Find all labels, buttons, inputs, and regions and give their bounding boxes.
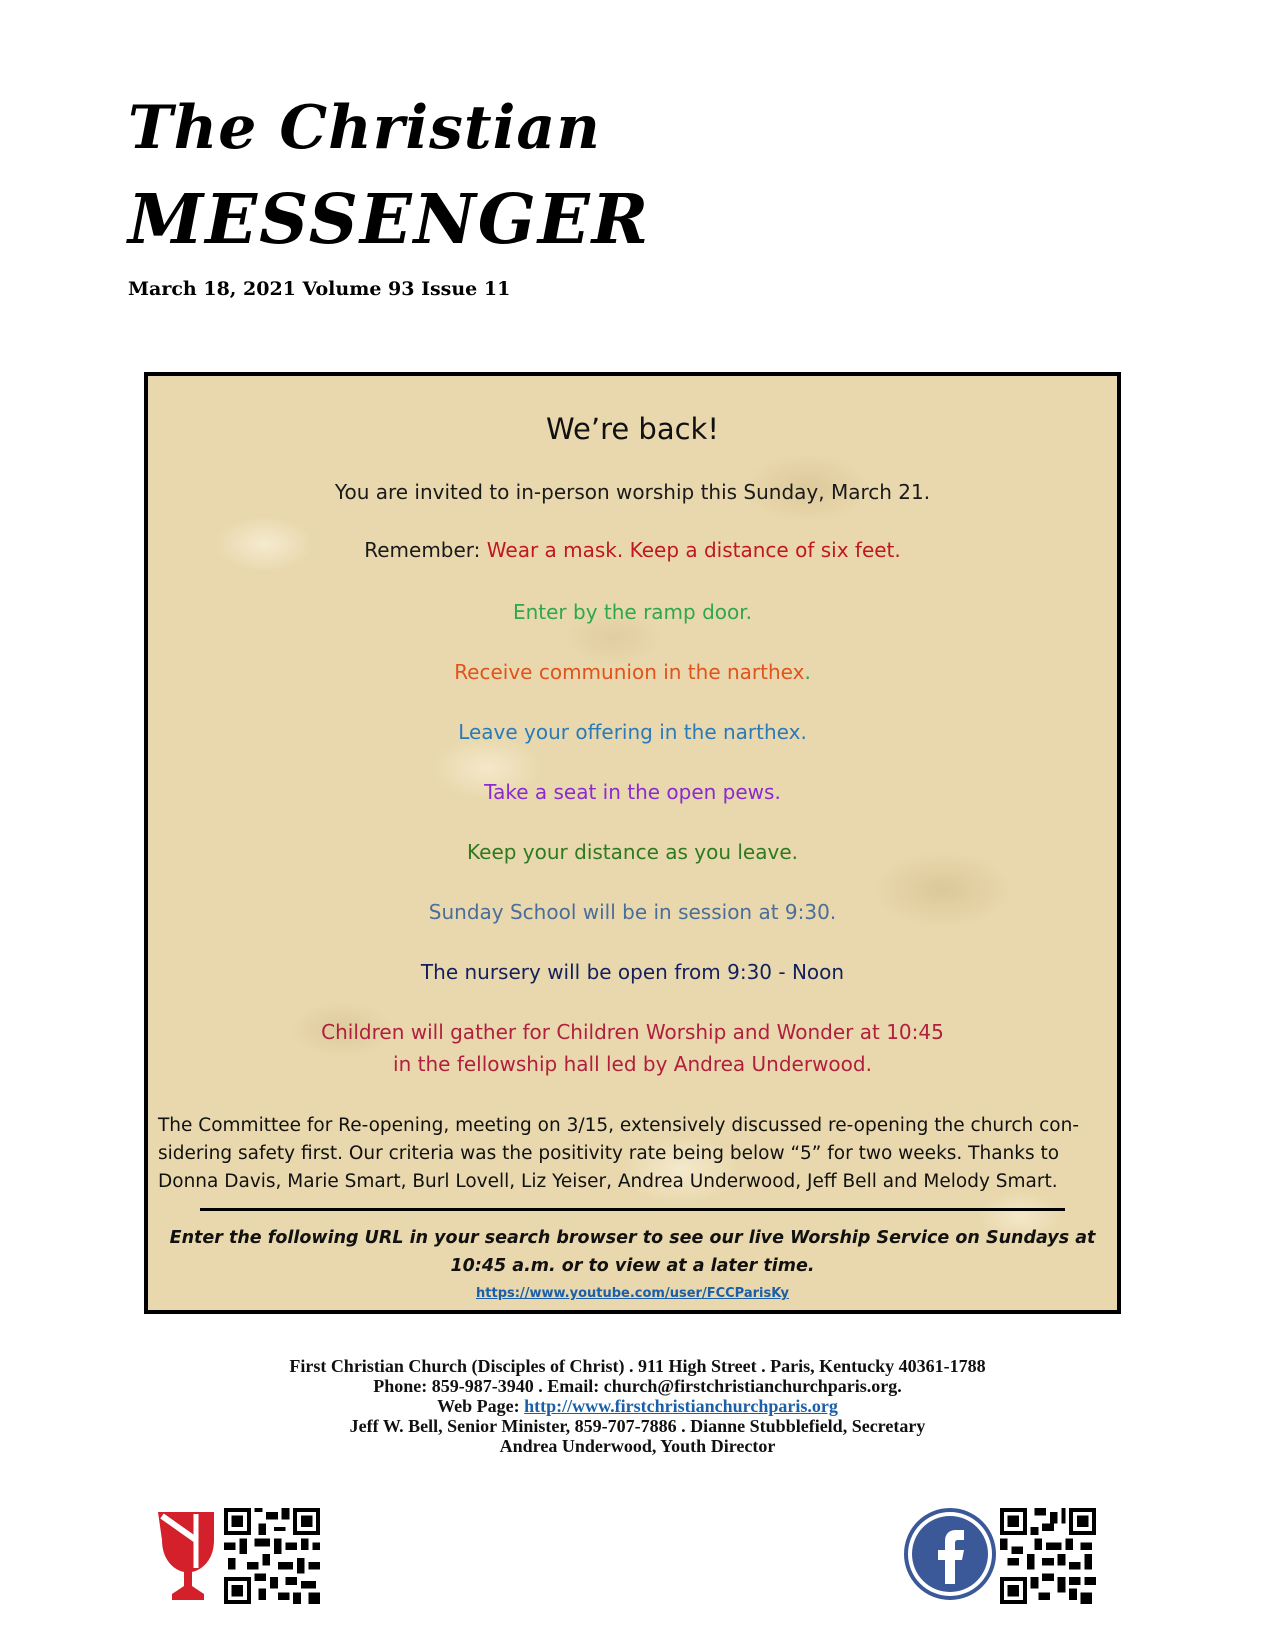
- seat-line: Take a seat in the open pews.: [484, 780, 781, 804]
- committee-paragraph: [158, 1112, 1103, 1196]
- committee-line-1: The Committee for Re-opening, meeting on 3/15, extensively discussed re-opening the church con-: [158, 1115, 1080, 1136]
- youtube-link[interactable]: https://www.youtube.com/user/FCCParisKy: [476, 1286, 789, 1301]
- footer-web: [0, 1396, 1275, 1416]
- footer-address: First Christian Church (Disciples of Christ) . 911 High Street . Paris, Kentucky 40361-1788: [289, 1356, 986, 1376]
- communion-period: .: [804, 660, 811, 684]
- invite-line: You are invited to in-person worship this Sunday, March 21.: [334, 480, 931, 504]
- issue-line: March 18, 2021 Volume 93 Issue 11: [128, 278, 511, 300]
- notice-headline: We’re back!: [546, 412, 719, 446]
- communion-text: Receive communion in the narthex: [454, 660, 805, 684]
- url-note: [148, 1224, 1117, 1280]
- distance-line: Keep your distance as you leave.: [467, 840, 798, 864]
- masthead-title-line2: MESSENGER: [128, 180, 651, 260]
- committee-line-3: Donna Davis, Marie Smart, Burl Lovell, Liz Yeiser, Andrea Underwood, Jeff Bell and Melody Smart.: [158, 1171, 1058, 1192]
- footer: [0, 1356, 1275, 1456]
- children-line-1: Children will gather for Children Worship and Wonder at 10:45: [321, 1020, 944, 1044]
- url-note-line-2: 10:45 a.m. or to view at a later time.: [450, 1256, 815, 1276]
- masthead-title-line1: The Christian: [128, 93, 601, 163]
- qr-code-left-icon: [224, 1508, 320, 1604]
- offering-line: Leave your offering in the narthex.: [458, 720, 807, 744]
- notice-box: [144, 372, 1121, 1314]
- facebook-icon[interactable]: [904, 1508, 996, 1600]
- masthead: [128, 92, 650, 260]
- ramp-line: Enter by the ramp door.: [512, 600, 753, 624]
- remember-label: Remember:: [364, 538, 481, 562]
- nursery-line: The nursery will be open from 9:30 - Noon: [420, 960, 845, 984]
- url-note-line-1: Enter the following URL in your search browser to see our live Worship Service on Sundays at: [169, 1228, 1096, 1248]
- remember-text: Wear a mask. Keep a distance of six feet.: [486, 538, 901, 562]
- footer-phone-email: Phone: 859-987-3940 . Email: church@firstchristianchurchparis.org.: [373, 1376, 902, 1396]
- children-line-2: in the fellowship hall led by Andrea Underwood.: [393, 1052, 872, 1076]
- remember-line: [148, 538, 1117, 562]
- communion-line: [148, 660, 1117, 684]
- footer-web-link[interactable]: http://www.firstchristianchurchparis.org: [524, 1396, 838, 1416]
- sunday-school-line: Sunday School will be in session at 9:30.: [428, 900, 837, 924]
- footer-staff-1: Jeff W. Bell, Senior Minister, 859-707-7886 . Dianne Stubblefield, Secretary: [349, 1416, 926, 1436]
- chalice-logo-icon: [156, 1510, 220, 1602]
- committee-line-2: sidering safety first. Our criteria was the positivity rate being below “5” for two weeks. Thanks to: [158, 1143, 1060, 1164]
- footer-staff-2: Andrea Underwood, Youth Director: [499, 1436, 776, 1456]
- divider-rule: [200, 1208, 1065, 1211]
- qr-code-right-icon: [1000, 1508, 1096, 1604]
- footer-web-label: Web Page:: [437, 1396, 520, 1416]
